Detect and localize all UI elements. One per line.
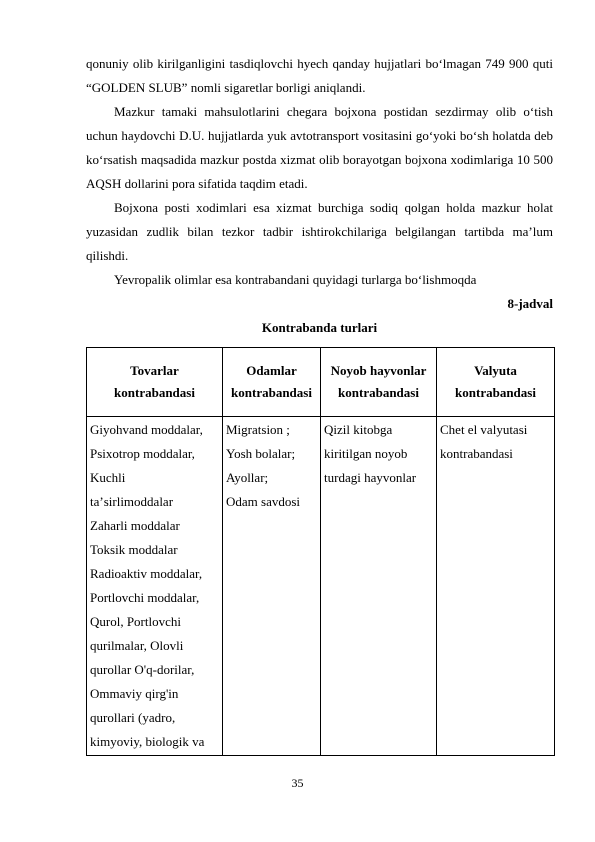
header-goods: Tovarlar kontrabandasi xyxy=(87,348,223,417)
list-item: kiritilgan noyob xyxy=(324,446,408,461)
table-number: 8-jadval xyxy=(507,296,553,311)
cell-goods xyxy=(87,417,223,756)
body-text xyxy=(86,52,553,292)
list-item: Kuchli xyxy=(90,470,126,485)
contraband-types-table xyxy=(86,347,555,756)
list-item: turdagi hayvonlar xyxy=(324,470,417,485)
paragraph-1: qonuniy olib kirilganligini tasdiqlovchi hyech qanday hujjatlari boʻlmagan 749 900 quti “GOLDEN SLUB” nomli sigaretlar borligi aniqlandi. xyxy=(86,56,553,95)
list-item: Radioaktiv moddalar, xyxy=(90,566,203,581)
list-item: Chet el valyutasi xyxy=(440,422,528,437)
list-item: kimyoviy, biologik va xyxy=(90,734,205,749)
list-item: Psixotrop moddalar, xyxy=(90,446,195,461)
cell-people xyxy=(223,417,321,756)
paragraph-4: Yevropalik olimlar esa kontrabandani quyidagi turlarga boʻlishmoqda xyxy=(114,272,477,287)
list-item: qurilmalar, Olovli xyxy=(90,638,184,653)
list-item: Toksik moddalar xyxy=(90,542,178,557)
table-header-row xyxy=(87,348,555,417)
header-currency: Valyuta kontrabandasi xyxy=(437,348,555,417)
list-item: qurollar O'q-dorilar, xyxy=(90,662,195,677)
table-row xyxy=(87,417,555,756)
list-item: Zaharli moddalar xyxy=(90,518,180,533)
page-number: 35 xyxy=(291,776,304,790)
list-item: qurollari (yadro, xyxy=(90,710,176,725)
cell-currency xyxy=(437,417,555,756)
list-item: Qurol, Portlovchi xyxy=(90,614,181,629)
list-item: Odam savdosi xyxy=(226,494,301,509)
list-item: Giyohvand moddalar, xyxy=(90,422,203,437)
list-item: Qizil kitobga xyxy=(324,422,393,437)
paragraph-2: Mazkur tamaki mahsulotlarini chegara bojxona postidan sezdirmay olib oʻtish uchun haydovchi D.U. hujjatlarda yuk avtotransport vositasini goʻyoki boʻsh holatda deb koʻrsatish maqsadida mazkur postda xizmat olib borayotgan bojxona xodimlariga 10 500 AQSH dollarini pora sifatida taqdim etadi. xyxy=(86,104,553,191)
list-item: Ayollar; xyxy=(226,470,269,485)
cell-rare-animals xyxy=(321,417,437,756)
list-item: Portlovchi moddalar, xyxy=(90,590,200,605)
list-item: Ommaviy qirg'in xyxy=(90,686,179,701)
header-rare-animals: Noyob hayvonlar kontrabandasi xyxy=(321,348,437,417)
list-item: Yosh bolalar; xyxy=(226,446,296,461)
list-item: kontrabandasi xyxy=(440,446,513,461)
paragraph-3: Bojxona posti xodimlari esa xizmat burchiga sodiq qolgan holda mazkur holat yuzasidan zudlik bilan tezkor tadbir ishtirokchilariga belgilangan tartibda maʼlum qilishdi. xyxy=(86,200,553,263)
list-item: Migratsion ; xyxy=(226,422,290,437)
table-title: Kontrabanda turlari xyxy=(261,320,378,335)
header-people: Odamlar kontrabandasi xyxy=(223,348,321,417)
list-item: taʼsirlimoddalar xyxy=(90,494,174,509)
